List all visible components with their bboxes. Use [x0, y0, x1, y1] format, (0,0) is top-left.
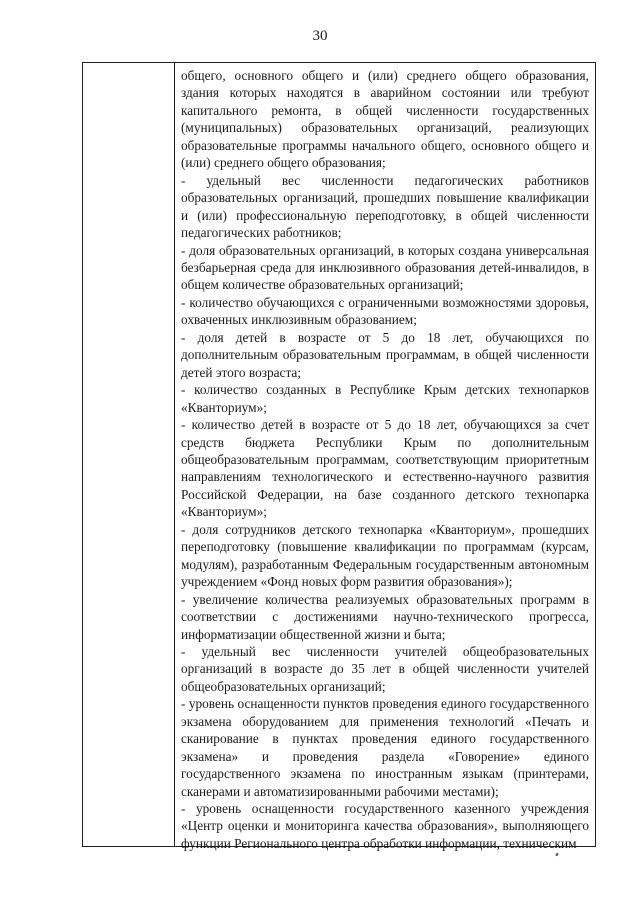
- paragraph-teacher-qualification-share: - удельный вес численности педагогических работников образовательных организаций, прошедших повышение квалификации и (или) профессиональную переподготовку, в общей численности педагогических работников;: [181, 172, 589, 241]
- paragraph-barrier-free-share: - доля образовательных организаций, в которых создана универсальная безбарьерная среда для инклюзивного образования детей-инвалидов, в общем количестве образовательных организаций;: [181, 242, 589, 293]
- paragraph-exam-points-equipment: - уровень оснащенности пунктов проведения единого государственного экзамена оборудованием для применения технологий «Печать и сканирование в пунктах проведения единого государственного экзамена» и проведения раздела «Говорение» единого государственного экзамена по иностранным языкам (принтерами, сканерами и автоматизированными рабочими местами);: [181, 696, 589, 799]
- paragraph-kvantorium-count: - количество созданных в Республике Крым детских технопарков «Кванториум»;: [181, 382, 589, 415]
- paragraph-programs-increase: - увеличение количества реализуемых образовательных программ в соответствии с достижениями научно-технического прогресса, информатизации общественной жизни и быта;: [181, 591, 589, 642]
- page-number: 30: [312, 28, 328, 44]
- scan-artifact-mark: [556, 853, 559, 857]
- table-left-cell: [83, 63, 175, 846]
- paragraph-kvantorium-staff: - доля сотрудников детского технопарка «Кванториум», прошедших переподготовку (повышение квалификации по программам (курсам, модулям), разработанным Федеральным государственным автономным учреждением «Фонд новых форм развития образования»);: [181, 521, 589, 590]
- document-table: [82, 62, 596, 851]
- paragraph-assessment-center-equipment: - уровень оснащенности государственного казенного учреждения «Центр оценки и мониторинга качества образования», выполняющего функции Регионального центра обработки информации, техническим: [181, 801, 589, 851]
- paragraph-additional-education-share: - доля детей в возрасте от 5 до 18 лет, обучающихся по дополнительным образовательным программам, в общей численности детей этого возраста;: [181, 329, 589, 380]
- paragraph-young-teachers-share: - удельный вес численности учителей общеобразовательных организаций в возрасте до 35 лет в общей численности учителей общеобразовательных организаций;: [181, 643, 589, 694]
- paragraph-inclusive-students: - количество обучающихся с ограниченными возможностями здоровья, охваченных инклюзивным образованием;: [181, 294, 589, 328]
- table-right-cell: [181, 67, 589, 852]
- paragraph-continuation: общего, основного общего и (или) среднего общего образования, здания которых находятся в аварийном состоянии или требуют капитального ремонта, в общей численности государственных (муниципальных) образовательных организаций, реализующих образовательные программы начального общего, основного общего и (или) среднего общего образования;: [181, 68, 589, 171]
- paragraph-kvantorium-children: - количество детей в возрасте от 5 до 18 лет, обучающихся за счет средств бюджета Республики Крым по дополнительным общеобразовательным программам, соответствующим приоритетным направлениям технологического и естественно-научного развития Российской Федерации, на базе созданного детского технопарка «Кванториум»;: [181, 417, 589, 520]
